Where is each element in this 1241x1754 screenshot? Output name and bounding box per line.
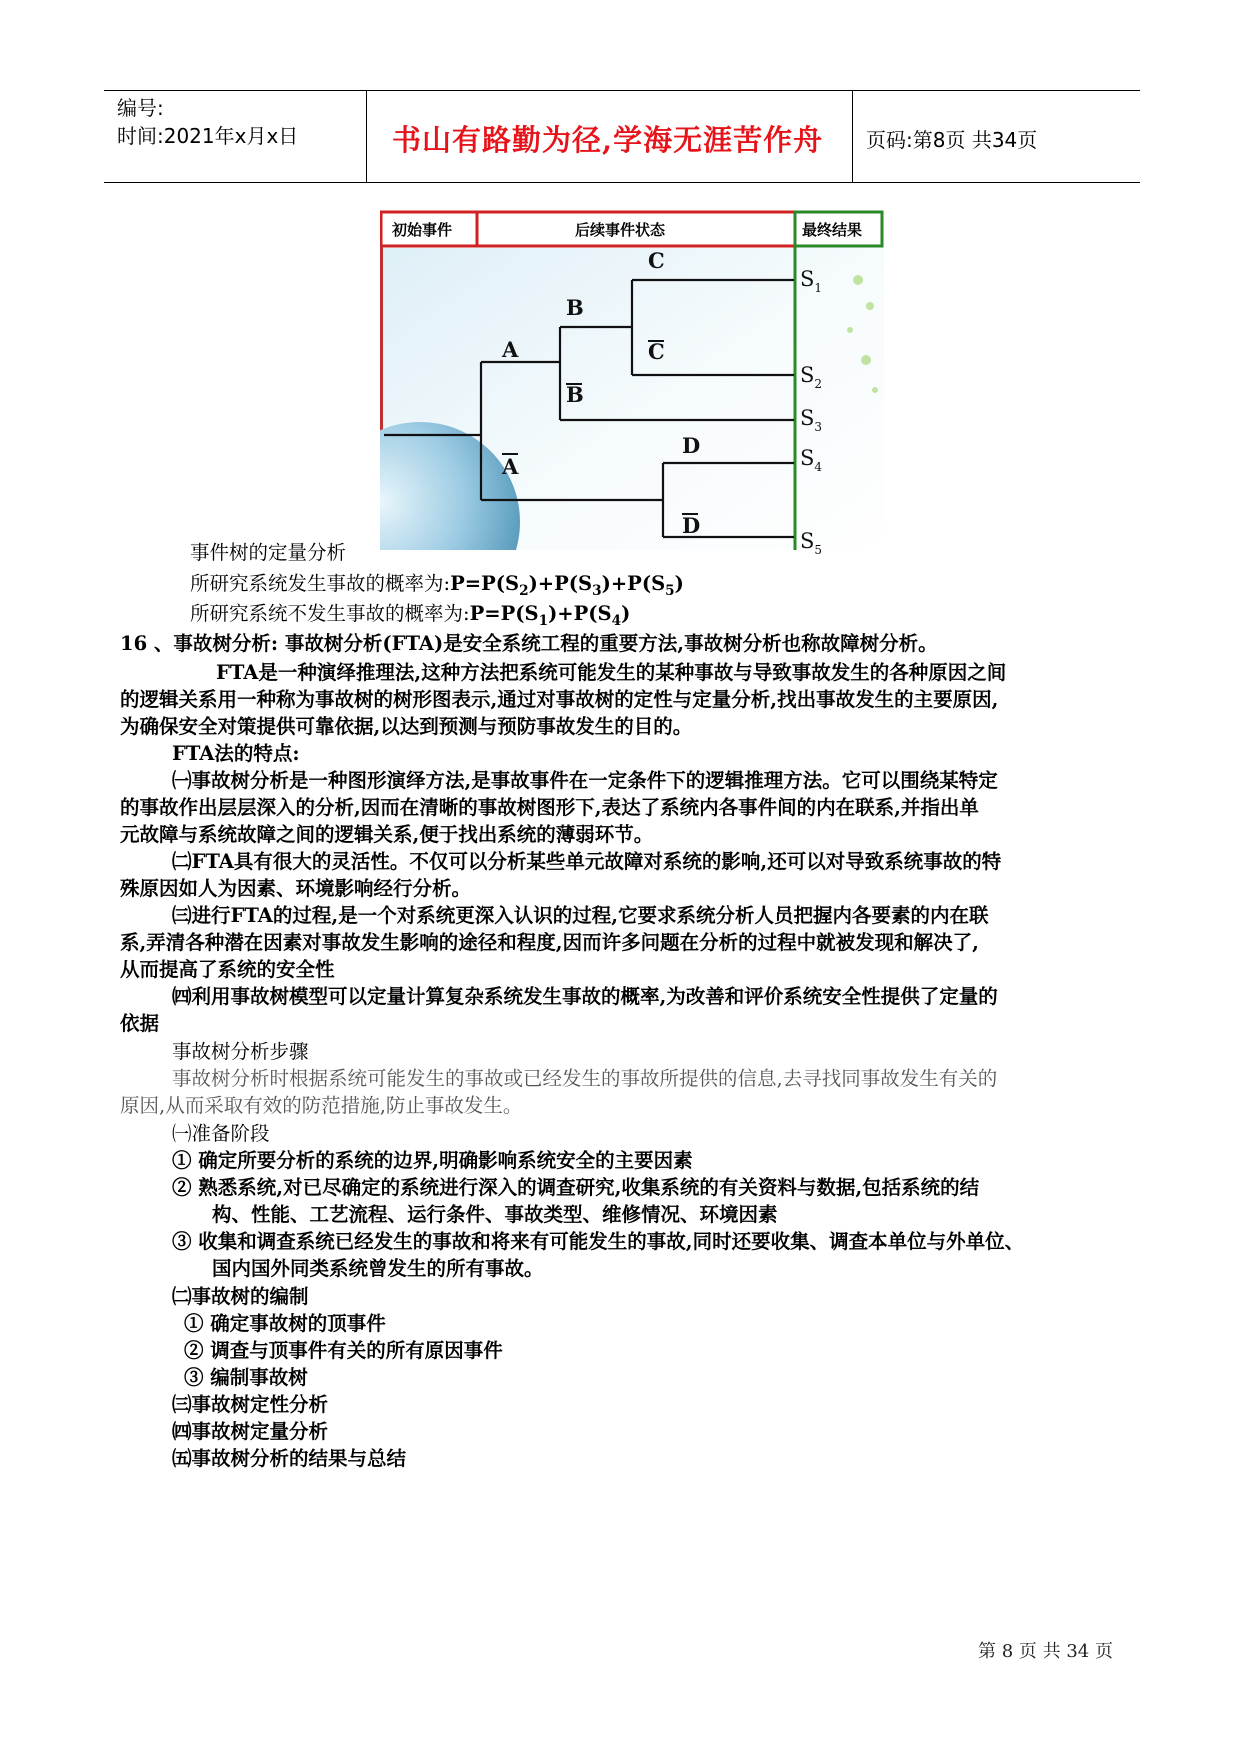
node-b-label: B — [566, 295, 584, 320]
result-heading: ㈤事故树分析的结果与总结 — [172, 1447, 407, 1470]
header-divider-right — [852, 90, 853, 182]
steps-heading: 事故树分析步骤 — [172, 1040, 309, 1063]
feature-2-line-1: ㈡FTA具有很大的灵活性。不仅可以分析某些单元故障对系统的影响,还可以对导致系统事故的特 — [172, 850, 1002, 873]
outcome-s3: $S_3$ — [800, 406, 823, 434]
formula-accident: 所研究系统发生事故的概率为$:P=P(S_2)+P(S_3)+P(S_5)$ — [190, 572, 684, 599]
header-initial-event: 初始事件 — [392, 221, 453, 239]
compile-item-1: ① 确定事故树的顶事件 — [184, 1312, 386, 1335]
fta-paragraph-line-1: FTA是一种演绎推理法,这种方法把系统可能发生的某种事故与导致事故发生的各种原因之间 — [216, 661, 1007, 684]
node-a-bar-label: A — [502, 454, 519, 479]
header-divider-left — [366, 90, 367, 182]
event-tree-figure — [380, 210, 884, 562]
feature-4-line-2: 依据 — [120, 1012, 160, 1035]
node-a-label: A — [502, 337, 519, 362]
header-page-label: 页码:第8页 共34页 — [866, 128, 1038, 152]
prep-item-1: ① 确定所要分析的系统的边界,明确影响系统安全的主要因素 — [172, 1149, 693, 1172]
fta-paragraph-line-3: 为确保安全对策提供可靠依据,以达到预测与预防事故发生的目的。 — [120, 715, 693, 738]
footer-page-number: 第 8 页 共 34 页 — [978, 1641, 1113, 1662]
header-bottom-rule — [104, 182, 1140, 183]
compile-item-2: ② 调查与顶事件有关的所有原因事件 — [184, 1339, 503, 1362]
compile-heading: ㈡事故树的编制 — [172, 1285, 309, 1308]
prep-item-3-line-1: ③ 收集和调查系统已经发生的事故和将来有可能发生的事故,同时还要收集、调查本单位与外单位、 — [172, 1230, 1025, 1253]
event-tree-diagram — [380, 210, 884, 562]
compile-item-3: ③ 编制事故树 — [184, 1366, 308, 1389]
outcome-s1: $S_1$ — [800, 267, 823, 295]
prep-item-2-line-2: 构、性能、工艺流程、运行条件、事故类型、维修情况、环境因素 — [212, 1203, 778, 1226]
node-d-bar-label: D — [682, 513, 701, 538]
header-time-label: 时间:2021年x月x日 — [117, 124, 299, 148]
section-16-heading: 16 、事故树分析: 事故树分析(FTA)是安全系统工程的重要方法,事故树分析也称故障树分析。 — [120, 632, 938, 655]
header-motto: 书山有路勤为径,学海无涯苦作舟 — [392, 123, 824, 157]
feature-4-line-1: ㈣利用事故树模型可以定量计算复杂系统发生事故的概率,为改善和评价系统安全性提供了定量的 — [172, 985, 998, 1008]
feature-3-line-1: ㈢进行FTA的过程,是一个对系统更深入认识的过程,它要求系统分析人员把握内各要素的内在联 — [172, 904, 989, 927]
node-c-bar-label: C — [648, 339, 665, 364]
quantitative-heading: ㈣事故树定量分析 — [172, 1420, 329, 1443]
figure-caption: 事件树的定量分析 — [190, 541, 347, 564]
prep-item-3-line-2: 国内国外同类系统曾发生的所有事故。 — [212, 1257, 544, 1280]
header-top-rule — [104, 90, 1140, 91]
feature-1-line-3: 元故障与系统故障之间的逻辑关系,便于找出系统的薄弱环节。 — [120, 823, 654, 846]
header-number-label: 编号: — [117, 96, 164, 120]
feature-3-line-3: 从而提高了系统的安全性 — [120, 958, 335, 981]
steps-intro-line-1: 事故树分析时根据系统可能发生的事故或已经发生的事故所提供的信息,去寻找同事故发生有关的 — [172, 1067, 998, 1090]
outcome-s4: $S_4$ — [800, 446, 823, 474]
node-d-label: D — [682, 433, 701, 458]
qualitative-heading: ㈢事故树定性分析 — [172, 1393, 329, 1416]
header-subsequent-state: 后续事件状态 — [575, 221, 666, 239]
header-final-result: 最终结果 — [802, 221, 863, 239]
feature-2-line-2: 殊原因如人为因素、环境影响经行分析。 — [120, 877, 472, 900]
prep-stage-heading: ㈠准备阶段 — [172, 1122, 270, 1145]
feature-1-line-2: 的事故作出层层深入的分析,因而在清晰的事故树图形下,表达了系统内各事件间的内在联系,并指出单 — [120, 796, 979, 819]
node-c-label: C — [648, 248, 665, 273]
outcome-s2: $S_2$ — [800, 363, 823, 391]
formula-safe: 所研究系统不发生事故的概率为$:P=P(S_1)+P(S_4)$ — [190, 602, 631, 629]
feature-1-line-1: ㈠事故树分析是一种图形演绎方法,是事故事件在一定条件下的逻辑推理方法。它可以围绕某特定 — [172, 769, 998, 792]
fta-paragraph-line-2: 的逻辑关系用一种称为事故树的树形图表示,通过对事故树的定性与定量分析,找出事故发生的主要原因, — [120, 688, 999, 711]
node-b-bar-label: B — [566, 382, 584, 407]
feature-3-line-2: 系,弄清各种潜在因素对事故发生影响的途径和程度,因而许多问题在分析的过程中就被发现和解决了, — [120, 931, 979, 954]
steps-intro-line-2: 原因,从而采取有效的防范措施,防止事故发生。 — [120, 1094, 523, 1117]
fta-features-heading: FTA法的特点: — [172, 742, 300, 765]
outcome-s5: $S_5$ — [800, 529, 823, 557]
prep-item-2-line-1: ② 熟悉系统,对已尽确定的系统进行深入的调查研究,收集系统的有关资料与数据,包括系统的结 — [172, 1176, 980, 1199]
